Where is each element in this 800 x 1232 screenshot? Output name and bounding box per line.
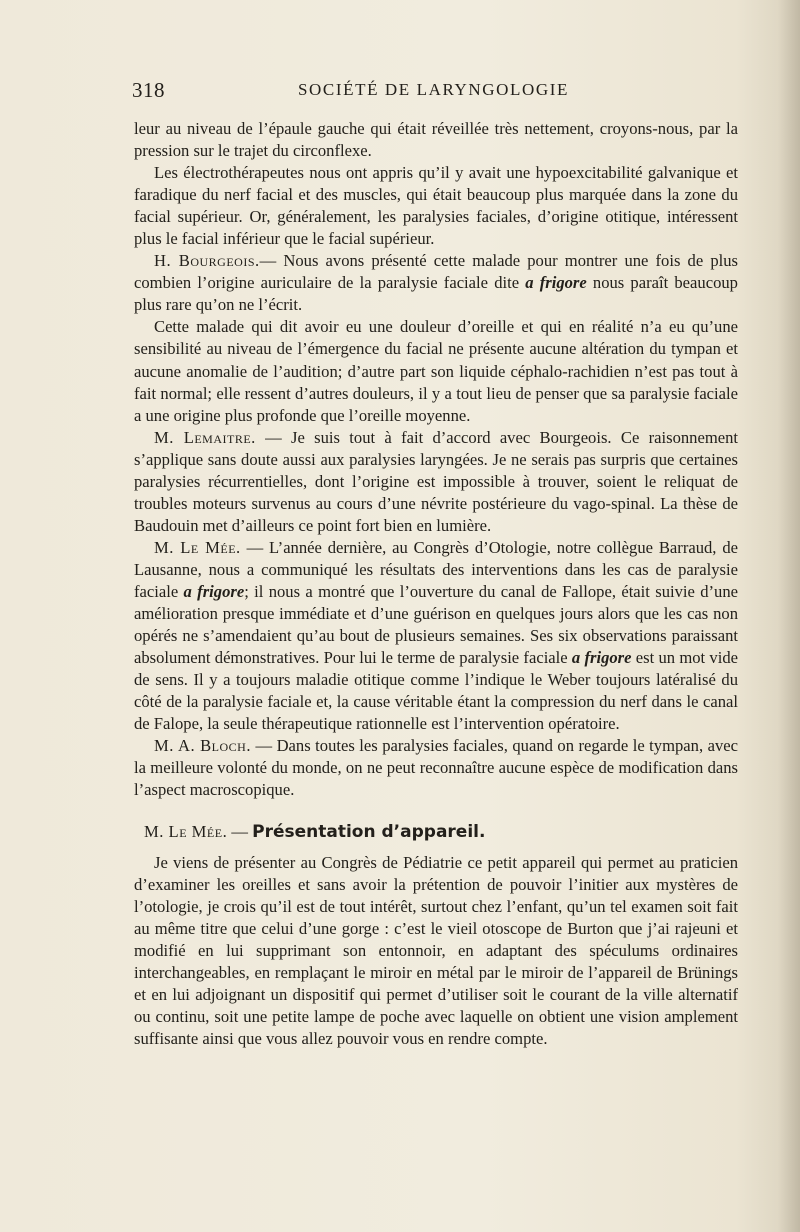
- page-body: [134, 118, 738, 1050]
- italic-term: a frigore: [525, 273, 587, 293]
- speech-text: — Dans toutes les paralysies faciales, quand on regarde le tympan, avec la meilleure volonté du monde, on ne peut reconnaître aucune espèce de modification dans l’aspect macroscopique.: [134, 736, 738, 800]
- page-edge-shadow: [778, 0, 800, 1232]
- section-title: Présentation d’appareil.: [252, 822, 486, 843]
- paragraph-le-mee: [134, 537, 738, 735]
- speech-text: — Je suis tout à fait d’accord avec Bourgeois. Ce raisonnement s’applique sans doute aussi aux paralysies laryngées. Je ne serais pas surpris que certaines paralysies récurrentielles, dont l’origine est impossible à trouver, soient le reliquat de troubles moteurs survenus au cours d’une névrite postérieure du vago-spinal. La thèse de Baudouin met d’ailleurs ce point fort bien en lumière.: [134, 427, 738, 535]
- speech-text: — L’année dernière, au Congrès d’Otologie, notre collègue Barraud, de Lausanne, nous a communiqué les résultats des interventions dans les cas de paralysie faciale: [134, 537, 738, 601]
- speech-text: — Nous avons présenté cette malade pour montrer une fois de plus combien l’origine auriculaire de la paralysie faciale dite: [134, 251, 738, 293]
- italic-term: a frigore: [183, 581, 245, 601]
- paragraph-bloch: [134, 735, 738, 801]
- speech-text: nous paraît beaucoup plus rare qu’on ne l’écrit.: [134, 273, 738, 315]
- speaker-name: M. Le Mée.: [154, 537, 241, 557]
- section-speaker: M. Le Mée.: [144, 822, 228, 842]
- italic-term: a frigore: [571, 648, 632, 668]
- paragraph-patient: Cette malade qui dit avoir eu une douleur d’oreille et qui en réalité n’a eu qu’une sensibilité au niveau de l’émergence du facial ne présente aucune altération du tympan et aucune anomalie de l’audition; d’autre part son liquide céphalo-rachidien n’est pas tout à fait normal; elle ressent d’autres douleurs, il y a tout lieu de penser que sa paralysie faciale a une origine plus profonde que l’oreille moyenne.: [134, 317, 738, 425]
- paragraph-appareil: Je viens de présenter au Congrès de Pédiatrie ce petit appareil qui permet au praticien d’examiner les oreilles et sans avoir la prétention de pouvoir l’initier aux mystères de l’otologie, je crois qu’il est de tout intérêt, surtout chez l’enfant, qu’un tel examen soit fait au même titre que celui d’une gorge : c’est le vieil otoscope de Burton que j’ai rajeuni et modifié en lui supprimant son entonnoir, en adaptant des spéculums ordinaires interchangeables, en remplaçant le miroir en métal par le miroir de l’appareil de Brünings et en lui adjoignant un dispositif qui permet d’utiliser soit le courant de la ville alternatif ou continu, soit une petite lampe de poche avec laquelle on obtient une vision amplement suffisante ainsi que vous allez pouvoir vous en rendre compte.: [134, 852, 738, 1048]
- running-title: SOCIÉTÉ DE LARYNGOLOGIE: [298, 80, 569, 99]
- paragraph-electrotherapy: Les électrothérapeutes nous ont appris qu’il y avait une hypoexcitabilité galvanique et faradique du nerf facial et des muscles, qui était beaucoup plus marquée dans la zone du facial supérieur. Or, généralement, les paralysies faciales, d’origine otitique, intéressent plus le facial inférieur que le facial supérieur.: [134, 163, 738, 249]
- speaker-name: H. Bourgeois.: [154, 251, 260, 271]
- speaker-name: M. Lemaitre.: [154, 427, 256, 447]
- paragraph-continuation: leur au niveau de l’épaule gauche qui était réveillée très nettement, croyons-nous, par la pression sur le trajet du circonflexe.: [134, 119, 738, 161]
- section-heading: [134, 821, 738, 843]
- page-number: 318: [132, 78, 165, 102]
- speech-text: est un mot vide de sens. Il y a toujours maladie otitique comme l’indique le Weber toujours latéralisé du côté de la paralysie faciale et, la cause véritable étant la compression du nerf dans le canal de Falope, la seule thérapeutique rationnelle est l’intervention opératoire.: [134, 648, 738, 734]
- page-header: [132, 78, 742, 108]
- section-dash: —: [227, 822, 253, 842]
- speaker-name: M. A. Bloch.: [154, 736, 251, 756]
- speech-text: ; il nous a montré que l’ouverture du canal de Fallope, était suivie d’une amélioration presque immédiate et d’une guérison en quelques jours alors que les cas non opérés ne s’amendaient qu’au bout de plusieurs semaines. Ses six observations paraissant absolument démonstratives. Pour lui le terme de paralysie faciale: [134, 581, 738, 668]
- paragraph-lemaitre: [134, 427, 738, 537]
- section-body: [134, 852, 738, 1050]
- paragraph-bourgeois: [134, 250, 738, 316]
